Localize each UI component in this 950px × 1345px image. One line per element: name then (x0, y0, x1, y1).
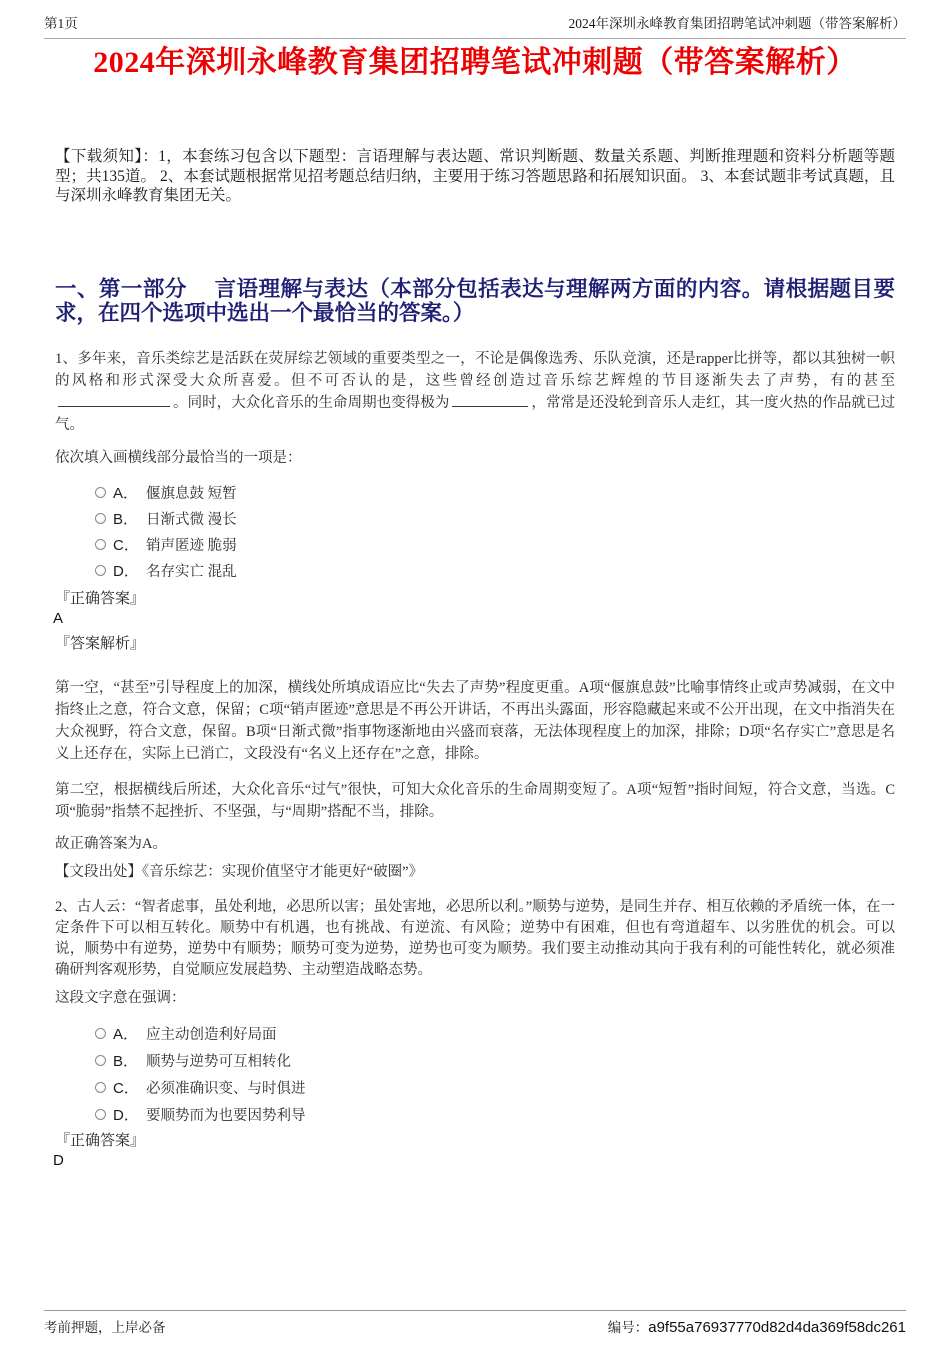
option-row-a[interactable] (95, 1020, 895, 1047)
q2-correct-answer-label: 『正确答案』 (55, 1132, 146, 1149)
option-text: 要顺势而为也要因势利导 (146, 1107, 306, 1124)
footer-serial-label: 编号： (607, 1320, 649, 1335)
option-letter: D． (113, 1106, 139, 1124)
option-row-d[interactable] (95, 558, 895, 584)
option-text: 销声匿迹 脆弱 (146, 538, 237, 554)
radio-icon[interactable] (95, 513, 106, 524)
radio-icon[interactable] (95, 1109, 106, 1120)
q1-correct-answer-value: A (53, 609, 64, 627)
blank-underline (452, 394, 528, 407)
option-row-a[interactable] (95, 480, 895, 506)
page-footer (44, 1310, 906, 1336)
q1-source: 【文段出处】《音乐综艺：实现价值坚守才能更好“破圈”》 (55, 863, 424, 880)
q1-analysis-label: 『答案解析』 (55, 635, 146, 652)
question-1-prompt: 依次填入画横线部分最恰当的一项是： (55, 449, 302, 466)
radio-icon[interactable] (95, 1082, 106, 1093)
radio-icon[interactable] (95, 565, 106, 576)
option-row-b[interactable] (95, 506, 895, 532)
option-text: 顺势与逆势可互相转化 (146, 1053, 291, 1070)
q1-stem-text-3: ，常常是还没轮到音乐人走红，其一度火热的作品就已过气。 (55, 394, 895, 433)
q1-analysis-paragraph-2: 第二空，根据横线后所述，大众化音乐“过气”很快，可知大众化音乐的生命周期变短了。A项“短暂”指时间短，符合文意，当选。C项“脆弱”指禁不起挫折、不坚强，与“周期”搭配不当，排除。 (55, 781, 895, 820)
page-header (44, 12, 906, 39)
radio-icon[interactable] (95, 1055, 106, 1066)
option-row-c[interactable] (95, 1074, 895, 1101)
option-row-d[interactable] (95, 1101, 895, 1128)
option-text: 偃旗息鼓 短暂 (146, 486, 237, 502)
q1-stem-text-2: 。同时，大众化音乐的生命周期也变得极为 (173, 394, 450, 411)
question-2-options (55, 1020, 895, 1128)
footer-slogan: 考前押题，上岸必备 (44, 1320, 166, 1335)
option-text: 必须准确识变、与时俱进 (146, 1080, 306, 1097)
document-title: 2024年深圳永峰教育集团招聘笔试冲刺题（带答案解析） (93, 46, 857, 79)
page-number: 第1页 (44, 16, 78, 31)
option-text: 日渐式微 漫长 (146, 512, 237, 528)
radio-icon[interactable] (95, 487, 106, 498)
option-letter: B． (113, 511, 139, 528)
option-text: 应主动创造利好局面 (146, 1026, 277, 1043)
option-letter: A． (113, 1025, 139, 1043)
radio-icon[interactable] (95, 1028, 106, 1039)
option-letter: C． (113, 537, 139, 554)
option-letter: A． (113, 485, 139, 502)
footer-serial-code: a9f55a76937770d82d4da369f58dc261 (648, 1319, 906, 1336)
header-doc-title: 2024年深圳永峰教育集团招聘笔试冲刺题（带答案解析） (568, 16, 906, 31)
blank-underline (58, 394, 170, 407)
option-letter: D． (113, 563, 139, 580)
download-notice: 【下载须知】：1，本套练习包含以下题型：言语理解与表达题、常识判断题、数量关系题、判断推理题和资料分析题等题型；共135道。 2、本套试题根据常见招考题总结归纳，主要用于练习答题思路和拓展知识面。 3、本套试题非考试真题，且与深圳永峰教育集团无关。 (55, 148, 895, 204)
q1-analysis-paragraph-1: 第一空，“甚至”引导程度上的加深，横线处所填成语应比“失去了声势”程度更重。A项“偃旗息鼓”比喻事情终止或声势减弱，在文中指终止之意，符合文意，保留；C项“销声匿迹”意思是不再公开讲话，不再出头露面，形容隐藏起来或不公开出现，在文中指消失在大众视野，符合文意，保留。B项“日渐式微”指事物逐渐地由兴盛而衰落，无法体现程度上的加深，排除；D项“名存实亡”意思是名义上还存在，实际上已消亡，文段没有“名义上还存在”之意，排除。 (55, 679, 895, 762)
footer-serial (608, 1316, 906, 1336)
option-row-b[interactable] (95, 1047, 895, 1074)
q1-stem-text-1: 1、多年来，音乐类综艺是活跃在荧屏综艺领域的重要类型之一，不论是偶像选秀、乐队竞演，还是rapper比拼等，都以其独树一帜的风格和形式深受大众所喜爱。但不可否认的是，这些曾经创造过音乐综艺辉煌的节目逐渐失去了声势，有的甚至 (55, 350, 895, 389)
option-text: 名存实亡 混乱 (146, 564, 237, 580)
option-letter: B． (113, 1052, 139, 1070)
q1-conclusion: 故正确答案为A。 (55, 835, 167, 852)
section-heading: 一、第一部分 言语理解与表达（本部分包括表达与理解两方面的内容。请根据题目要求，在四个选项中选出一个最恰当的答案。） (55, 276, 895, 325)
option-row-c[interactable] (95, 532, 895, 558)
q1-correct-answer-label: 『正确答案』 (55, 590, 146, 607)
question-1-stem (55, 348, 895, 436)
question-1-options (55, 480, 895, 584)
q2-correct-answer-value: D (53, 1151, 64, 1169)
radio-icon[interactable] (95, 539, 106, 550)
question-2-stem: 2、古人云：“智者虑事，虽处利地，必思所以害；虽处害地，必思所以利。”顺势与逆势，是同生并存、相互依赖的矛盾统一体，在一定条件下可以相互转化。顺势中有机遇，也有挑战、有逆流、有风险；逆势中有困难，但也有弯道超车、以劣胜优的机会。可以说，顺势中有逆势，逆势中有顺势；顺势可变为逆势，逆势也可变为顺势。我们要主动推动其向于我有利的可能性转化，就必须准确研判客观形势，自觉顺应发展趋势、主动塑造战略态势。 (55, 898, 895, 978)
option-letter: C． (113, 1079, 139, 1097)
question-2-prompt: 这段文字意在强调： (55, 989, 186, 1006)
